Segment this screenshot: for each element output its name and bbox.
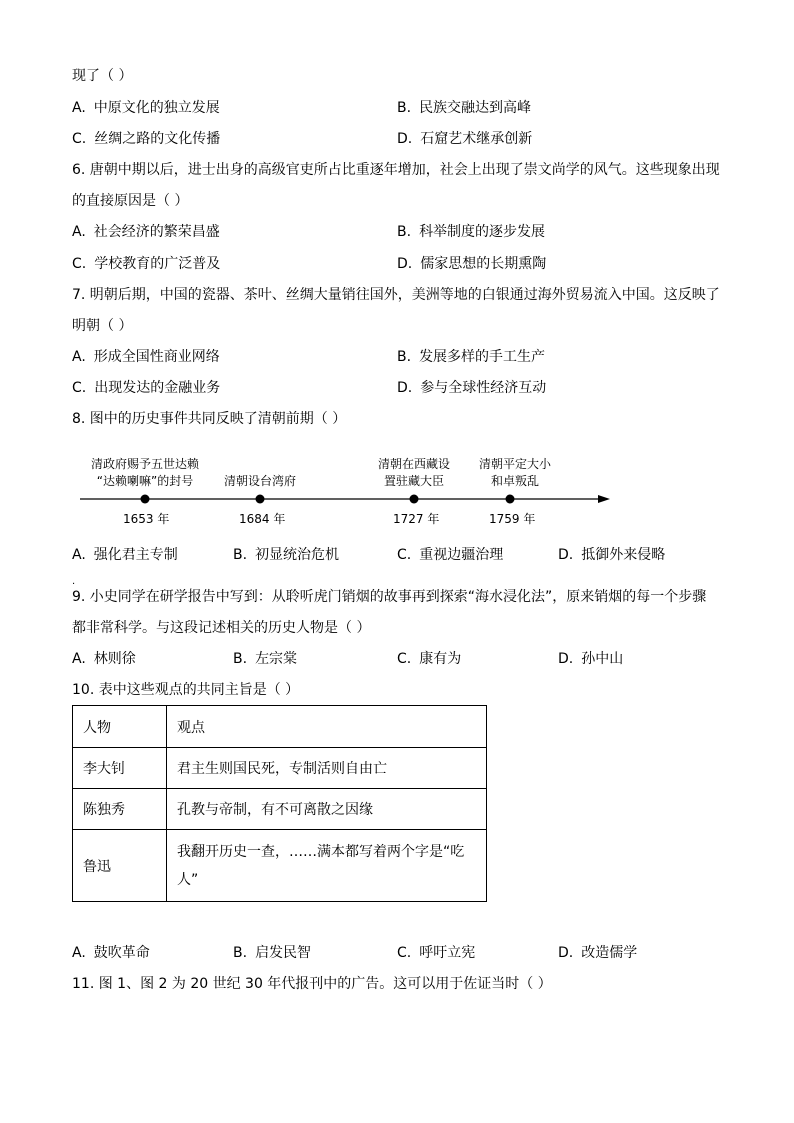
table-row bbox=[73, 748, 487, 789]
table-cell-person: 鲁迅 bbox=[73, 830, 167, 902]
timeline-event-1759-line2: 和卓叛乱 bbox=[490, 474, 539, 488]
timeline-event-1727-line2: 置驻藏大臣 bbox=[383, 474, 444, 488]
q9-stem-line2: 都非常科学。与这段记述相关的历史人物是（ ） bbox=[72, 620, 371, 636]
q7-option-b: B. 发展多样的手工生产 bbox=[397, 349, 546, 365]
table-header-person: 人物 bbox=[73, 706, 167, 748]
q9-option-c: C. 康有为 bbox=[397, 651, 462, 667]
q6-option-c: C. 学校教育的广泛普及 bbox=[72, 256, 221, 272]
table-cell-person: 李大钊 bbox=[73, 748, 167, 789]
q6-option-a: A. 社会经济的繁荣昌盛 bbox=[72, 224, 220, 240]
table-cell-view bbox=[167, 830, 487, 902]
timeline-event-1653-line2: “达赖喇嘛”的封号 bbox=[96, 474, 194, 488]
timeline-dot-1684 bbox=[256, 495, 265, 504]
q9-option-b: B. 左宗棠 bbox=[233, 651, 298, 667]
q5-option-d: D. 石窟艺术继承创新 bbox=[397, 131, 533, 147]
table-row bbox=[73, 789, 487, 830]
q7-option-d: D. 参与全球性经济互动 bbox=[397, 380, 547, 396]
table-row bbox=[73, 830, 487, 902]
q10-option-d: D. 改造儒学 bbox=[558, 945, 638, 961]
timeline-arrow-head bbox=[598, 495, 610, 503]
table-cell-person: 陈独秀 bbox=[73, 789, 167, 830]
q6-stem-line1: 6. 唐朝中期以后，进士出身的高级官吏所占比重逐年增加，社会上出现了崇文尚学的风气。这些现象出现 bbox=[72, 162, 720, 178]
stray-mark: . bbox=[72, 576, 76, 587]
q9-stem-line1: 9. 小史同学在研学报告中写到：从聆听虎门销烟的故事再到探索“海水浸化法”，原来销烟的每一个步骤 bbox=[72, 589, 707, 605]
timeline-event-1684-line1: 清朝设台湾府 bbox=[223, 474, 296, 488]
timeline-event-1727-line1: 清朝在西藏设 bbox=[377, 457, 450, 471]
timeline-event-1684 bbox=[210, 473, 310, 490]
q7-stem-line1: 7. 明朝后期，中国的瓷器、茶叶、丝绸大量销往国外，美洲等地的白银通过海外贸易流入中国。这反映了 bbox=[72, 287, 720, 303]
q11-stem: 11. 图 1、图 2 为 20 世纪 30 年代报刊中的广告。这可以用于佐证当时（ ） bbox=[72, 976, 552, 992]
table-cell-view-line2: 人” bbox=[177, 871, 199, 888]
q10-option-c: C. 呼吁立宪 bbox=[397, 945, 476, 961]
table-header-row bbox=[73, 706, 487, 748]
q10-stem: 10. 表中这些观点的共同主旨是（ ） bbox=[72, 682, 300, 698]
timeline-event-1653 bbox=[75, 456, 215, 490]
table-cell-view: 君主生则国民死，专制活则自由亡 bbox=[167, 748, 487, 789]
q8-option-b: B. 初显统治危机 bbox=[233, 547, 340, 563]
q8-option-d: D. 抵御外来侵略 bbox=[558, 547, 666, 563]
timeline-year-1653: 1653 年 bbox=[123, 512, 170, 526]
q8-option-a: A. 强化君主专制 bbox=[72, 547, 178, 563]
q9-option-a: A. 林则徐 bbox=[72, 651, 136, 667]
table-cell-view-line1: 我翻开历史一查，……满本都写着两个字是“吃 bbox=[177, 843, 465, 860]
timeline-year-1727: 1727 年 bbox=[393, 512, 440, 526]
q5-option-b: B. 民族交融达到高峰 bbox=[397, 100, 532, 116]
q9-option-d: D. 孙中山 bbox=[558, 651, 624, 667]
q5-option-a: A. 中原文化的独立发展 bbox=[72, 100, 220, 116]
q5-option-c: C. 丝绸之路的文化传播 bbox=[72, 131, 221, 147]
q8-option-c: C. 重视边疆治理 bbox=[397, 547, 504, 563]
timeline-year-1759: 1759 年 bbox=[489, 512, 536, 526]
table-cell-view: 孔教与帝制，有不可离散之因缘 bbox=[167, 789, 487, 830]
table-header-view: 观点 bbox=[167, 706, 487, 748]
qing-timeline bbox=[72, 448, 632, 538]
q6-option-d: D. 儒家思想的长期熏陶 bbox=[397, 256, 547, 272]
q6-option-b: B. 科举制度的逐步发展 bbox=[397, 224, 546, 240]
timeline-year-1684: 1684 年 bbox=[239, 512, 286, 526]
q5-stem-tail: 现了（ ） bbox=[72, 68, 133, 84]
q10-option-a: A. 鼓吹革命 bbox=[72, 945, 150, 961]
timeline-event-1727 bbox=[369, 456, 459, 490]
timeline-event-1759 bbox=[470, 456, 560, 490]
q7-option-a: A. 形成全国性商业网络 bbox=[72, 349, 220, 365]
timeline-dot-1759 bbox=[506, 495, 515, 504]
q8-stem: 8. 图中的历史事件共同反映了清朝前期（ ） bbox=[72, 411, 347, 427]
viewpoints-table bbox=[72, 705, 487, 902]
timeline-dot-1653 bbox=[141, 495, 150, 504]
q10-option-b: B. 启发民智 bbox=[233, 945, 312, 961]
q7-stem-line2: 明朝（ ） bbox=[72, 318, 133, 334]
timeline-event-1759-line1: 清朝平定大小 bbox=[478, 457, 551, 471]
timeline-dot-1727 bbox=[410, 495, 419, 504]
q6-stem-line2: 的直接原因是（ ） bbox=[72, 193, 189, 209]
timeline-event-1653-line1: 清政府赐予五世达赖 bbox=[90, 457, 199, 471]
q7-option-c: C. 出现发达的金融业务 bbox=[72, 380, 221, 396]
